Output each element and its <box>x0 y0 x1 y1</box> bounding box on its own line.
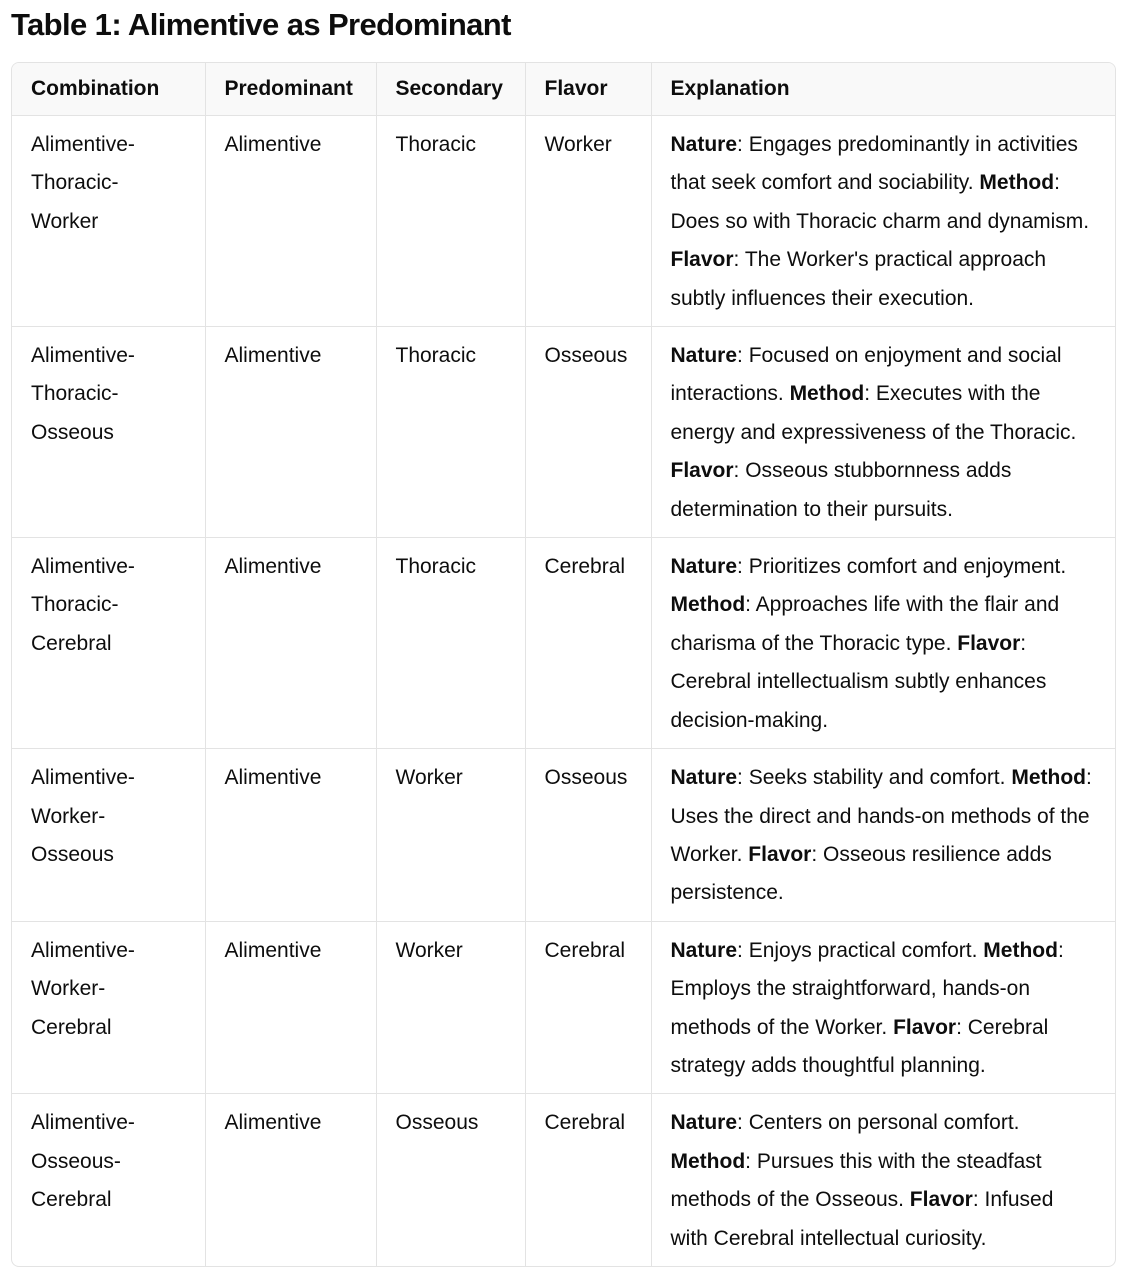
table-row <box>12 749 1115 922</box>
combination-part: Cerebral <box>31 1015 112 1039</box>
flavor-text: : Osseous stubbornness adds determination to their pursuits. <box>670 459 1012 521</box>
method-label: Method <box>1011 766 1086 790</box>
combination-part: Thoracic- <box>31 171 119 195</box>
combination-part: Alimentive- <box>31 766 135 790</box>
cell-combination <box>12 749 205 922</box>
flavor-text: : Osseous resilience adds persistence. <box>670 842 1052 905</box>
header-flavor: Flavor <box>525 63 651 116</box>
cell-explanation <box>651 921 1115 1094</box>
cell-combination <box>12 921 205 1094</box>
header-predominant: Predominant <box>205 63 376 116</box>
combination-part: Thoracic- <box>31 382 119 406</box>
cell-combination <box>12 1094 205 1266</box>
cell-explanation <box>651 538 1115 749</box>
flavor-label: Flavor <box>670 248 734 272</box>
header-explanation: Explanation <box>651 63 1115 116</box>
nature-text: : Prioritizes comfort and enjoyment. <box>737 555 1067 579</box>
header-secondary: Secondary <box>376 63 525 116</box>
cell-predominant: Alimentive <box>205 1094 376 1266</box>
page-title: Table 1: Alimentive as Predominant <box>11 7 511 42</box>
method-label: Method <box>670 593 746 617</box>
cell-predominant: Alimentive <box>205 327 376 538</box>
combination-part: Osseous <box>31 420 114 444</box>
cell-predominant: Alimentive <box>205 538 376 749</box>
combination-part: Alimentive- <box>31 344 135 368</box>
cell-flavor: Cerebral <box>525 921 651 1094</box>
nature-label: Nature <box>670 1111 738 1135</box>
cell-secondary: Thoracic <box>376 327 525 538</box>
nature-text: : Engages predominantly in activities that seek comfort and sociability. <box>670 133 1078 195</box>
flavor-label: Flavor <box>957 631 1021 655</box>
header-row <box>12 63 1115 116</box>
combination-part: Worker- <box>31 804 106 828</box>
table-row <box>12 1094 1115 1266</box>
nature-label: Nature <box>670 555 738 579</box>
combination-part: Osseous <box>31 842 114 866</box>
cell-secondary: Osseous <box>376 1094 525 1266</box>
flavor-text: : The Worker's practical approach subtly influences their execution. <box>670 248 1047 310</box>
nature-label: Nature <box>670 133 738 156</box>
cell-explanation <box>651 749 1115 922</box>
nature-text: : Focused on enjoyment and social interactions. <box>670 344 1062 406</box>
method-text: : Executes with the energy and expressiveness of the Thoracic. <box>670 382 1077 444</box>
method-label: Method <box>983 938 1058 962</box>
cell-combination <box>12 327 205 538</box>
flavor-label: Flavor <box>670 459 734 483</box>
flavor-label: Flavor <box>748 842 812 866</box>
flavor-label: Flavor <box>909 1188 973 1212</box>
method-label: Method <box>789 382 865 406</box>
cell-flavor: Cerebral <box>525 1094 651 1266</box>
cell-flavor: Worker <box>525 116 651 327</box>
combination-part: Osseous- <box>31 1149 121 1173</box>
method-text: : Approaches life with the flair and charisma of the Thoracic type. <box>670 593 1060 655</box>
header-combination: Combination <box>12 63 205 116</box>
cell-flavor: Cerebral <box>525 538 651 749</box>
cell-predominant: Alimentive <box>205 116 376 327</box>
combination-part: Worker <box>31 209 99 233</box>
cell-flavor: Osseous <box>525 327 651 538</box>
method-label: Method <box>670 1149 746 1173</box>
nature-label: Nature <box>670 344 738 368</box>
method-text: : Does so with Thoracic charm and dynamism. <box>670 171 1090 233</box>
table-body <box>12 116 1115 1266</box>
flavor-text: : Cerebral strategy adds thoughtful planning. <box>670 1015 1049 1077</box>
combination-part: Thoracic- <box>31 593 119 617</box>
combination-part: Alimentive- <box>31 133 135 156</box>
method-label: Method <box>979 171 1055 195</box>
flavor-label: Flavor <box>893 1015 957 1039</box>
cell-secondary: Thoracic <box>376 116 525 327</box>
combination-part: Alimentive- <box>31 938 135 962</box>
combination-part: Alimentive- <box>31 555 135 579</box>
table-row <box>12 116 1115 327</box>
combination-part: Cerebral <box>31 1188 112 1212</box>
combination-part: Alimentive- <box>31 1111 135 1135</box>
table-row <box>12 921 1115 1094</box>
cell-secondary: Worker <box>376 749 525 922</box>
combination-part: Cerebral <box>31 631 112 655</box>
cell-secondary: Worker <box>376 921 525 1094</box>
flavor-text: : Infused with Cerebral intellectual curiosity. <box>670 1188 1054 1250</box>
cell-explanation <box>651 1094 1115 1266</box>
cell-explanation <box>651 116 1115 327</box>
cell-predominant: Alimentive <box>205 921 376 1094</box>
nature-text: : Centers on personal comfort. <box>737 1111 1020 1135</box>
cell-explanation <box>651 327 1115 538</box>
cell-predominant: Alimentive <box>205 749 376 922</box>
combinations-table <box>12 63 1115 1266</box>
cell-secondary: Thoracic <box>376 538 525 749</box>
combination-part: Worker- <box>31 977 106 1001</box>
nature-text: : Enjoys practical comfort. <box>737 938 984 962</box>
cell-combination <box>12 116 205 327</box>
method-text: : Uses the direct and hands-on methods of the Worker. <box>670 766 1092 866</box>
method-text: : Pursues this with the steadfast methods of the Osseous. <box>670 1149 1042 1212</box>
nature-text: : Seeks stability and comfort. <box>737 766 1012 790</box>
method-text: : Employs the straightforward, hands-on methods of the Worker. <box>670 938 1064 1039</box>
table-container <box>11 62 1116 1267</box>
table-row <box>12 538 1115 749</box>
table-row <box>12 327 1115 538</box>
cell-flavor: Osseous <box>525 749 651 922</box>
flavor-text: : Cerebral intellectualism subtly enhances decision-making. <box>670 631 1047 732</box>
nature-label: Nature <box>670 938 738 962</box>
cell-combination <box>12 538 205 749</box>
table-header <box>12 63 1115 116</box>
nature-label: Nature <box>670 766 738 790</box>
